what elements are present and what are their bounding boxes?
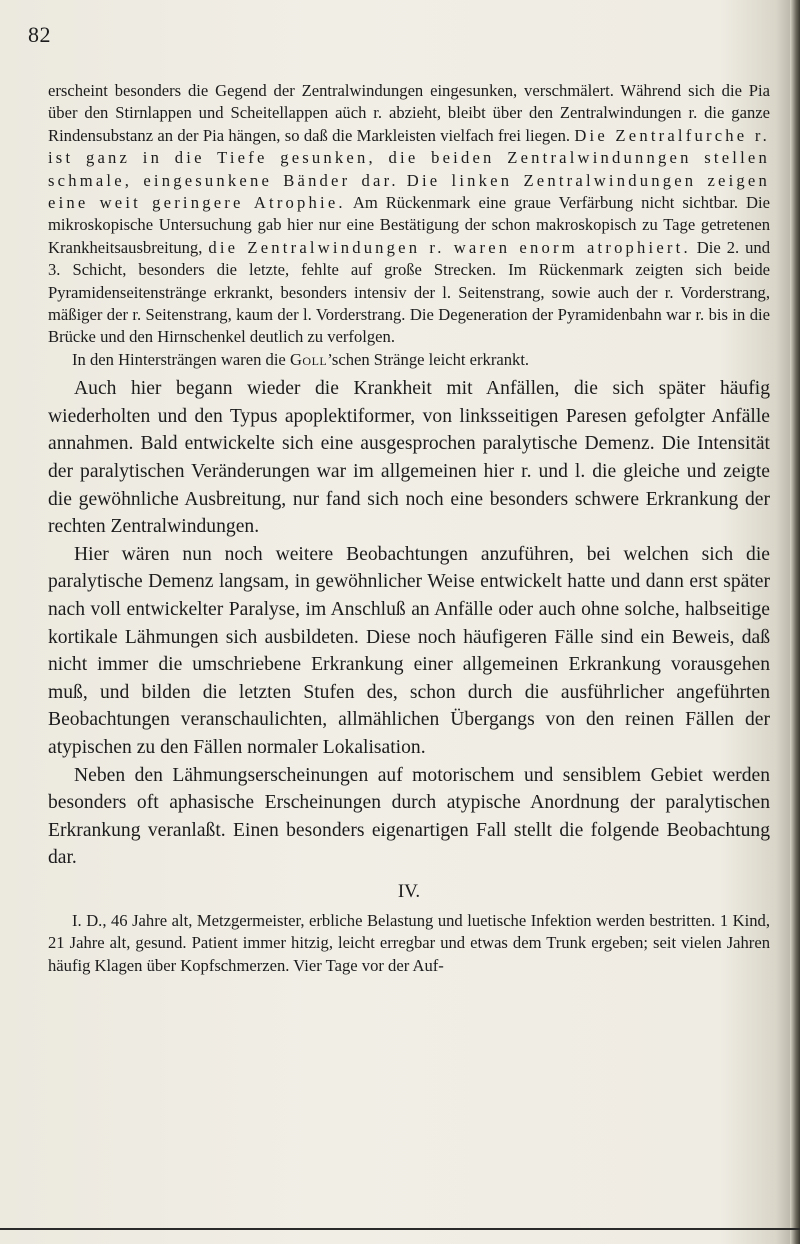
author-name: Goll bbox=[289, 349, 328, 369]
text-block-case bbox=[48, 910, 770, 977]
text-run: ’schen Stränge leicht erkrankt. bbox=[327, 349, 530, 369]
paragraph-further-observations: Hier wären nun noch weitere Beobachtungen anzuführen, bei welchen sich die paralytische Demenz langsam, in gewöhnlicher Weise entwickelt hatte und dann erst später nach voll entwickelter Paralyse, im Anschluß an Anfälle oder auch ohne solche, halbseitige kortikale Lähmungen sich ausbildeten. Diese noch häufigeren Fälle sind ein Beweis, daß nicht immer die umschriebene Erkrankung einer allgemeinen Erkrankung vorausgehen muß, und bilden die letzten Stufen des, schon durch die ausführlicher angeführten Beobachtungen veranschaulichten, allmählichen Übergangs von den reinen Fällen der atypischen zu den Fällen normaler Lokalisation. bbox=[48, 543, 770, 758]
page-content bbox=[48, 80, 770, 977]
paragraph-disease-course: Auch hier begann wieder die Krankheit mit Anfällen, die sich später häufig wiederholten und den Typus apoplektiformer, von linksseitigen Paresen gefolgter Anfälle annahmen. Bald entwickelte sich eine ausgesprochen paralytische Demenz. Die Intensität der paralytischen Veränderungen war im allgemeinen hier r. und l. die gleiche und zeigte die gewöhnliche Ausbreitung, nur fand sich noch eine besonders schwere Erkrankung der rechten Zentralwindungen. bbox=[48, 378, 770, 538]
paragraph-case-history: I. D., 46 Jahre alt, Metzgermeister, erbliche Belastung und luetische Infektion werden bestritten. 1 Kind, 21 Jahre alt, gesund. Patient immer hitzig, leicht erregbar und etwas dem Trunk ergeben; seit vielen Jahren häufig Klagen über Kopfschmerzen. Vier Tage vor der Auf- bbox=[48, 910, 770, 975]
text-run: erscheint besonders die Gegend der Zentralwindungen eingesunken, verschmälert. Während sich die Pia über den Stirnlappen und Scheitellappen aüch r. abzieht, bleibt über den Zentralwindungen r. die ganze Rindensubstanz an der Pia hängen, so daß die Markleisten vielfach frei liegen. bbox=[48, 81, 770, 145]
text-run: Die 2. und 3. Schicht, besonders die letzte, fehlte auf große Strecken. Im Rückenmark zeigten sich beide Pyramidenseitenstränge erkrankt, besonders intensiv der l. Seitenstrang, sowie auch der r. Vorderstrang, mäßiger der r. Seitenstrang, kaum der l. Vorderstrang. Die Degeneration der Pyramidenbahn war r. bis in die Brücke und den Hirnschenkel deutlich zu verfolgen. bbox=[48, 237, 771, 347]
text-block-large bbox=[48, 375, 770, 872]
spaced-emphasis: die Zentralwindungen r. waren enorm atrophiert. bbox=[208, 237, 691, 257]
paragraph-hinterstraenge bbox=[48, 349, 770, 371]
spaced-emphasis: Die Zentralfurche r. ist ganz in die Tiefe gesunken, die beiden Zentralwindunngen stellen schmale, eingesunkene Bänder dar. bbox=[48, 125, 770, 190]
page-number: 82 bbox=[28, 22, 51, 47]
paragraph-brain-findings bbox=[48, 80, 770, 349]
text-run: In den Hintersträngen waren die bbox=[72, 349, 286, 369]
bottom-rule bbox=[0, 1228, 800, 1230]
text-run: Am Rückenmark eine graue Verfärbung nicht sichtbar. Die mikroskopische Untersuchung gab hier nur eine Bestätigung der schon makroskopisch zu Tage getretenen Krankheitsausbreitung, bbox=[48, 193, 770, 257]
spaced-emphasis: Die linken Zentralwindungen zeigen eine weit geringere Atrophie. bbox=[48, 170, 770, 213]
text-block-small-1 bbox=[48, 80, 770, 371]
page-edge-shadow bbox=[790, 0, 800, 1244]
paragraph-aphasia: Neben den Lähmungserscheinungen auf motorischem und sensiblem Gebiet werden besonders oft aphasische Erscheinungen durch atypische Anordnung der paralytischen Erkrankung veranlaßt. Einen besonders eigenartigen Fall stellt die folgende Beobachtung dar. bbox=[48, 764, 770, 869]
section-heading: IV. bbox=[397, 880, 421, 902]
